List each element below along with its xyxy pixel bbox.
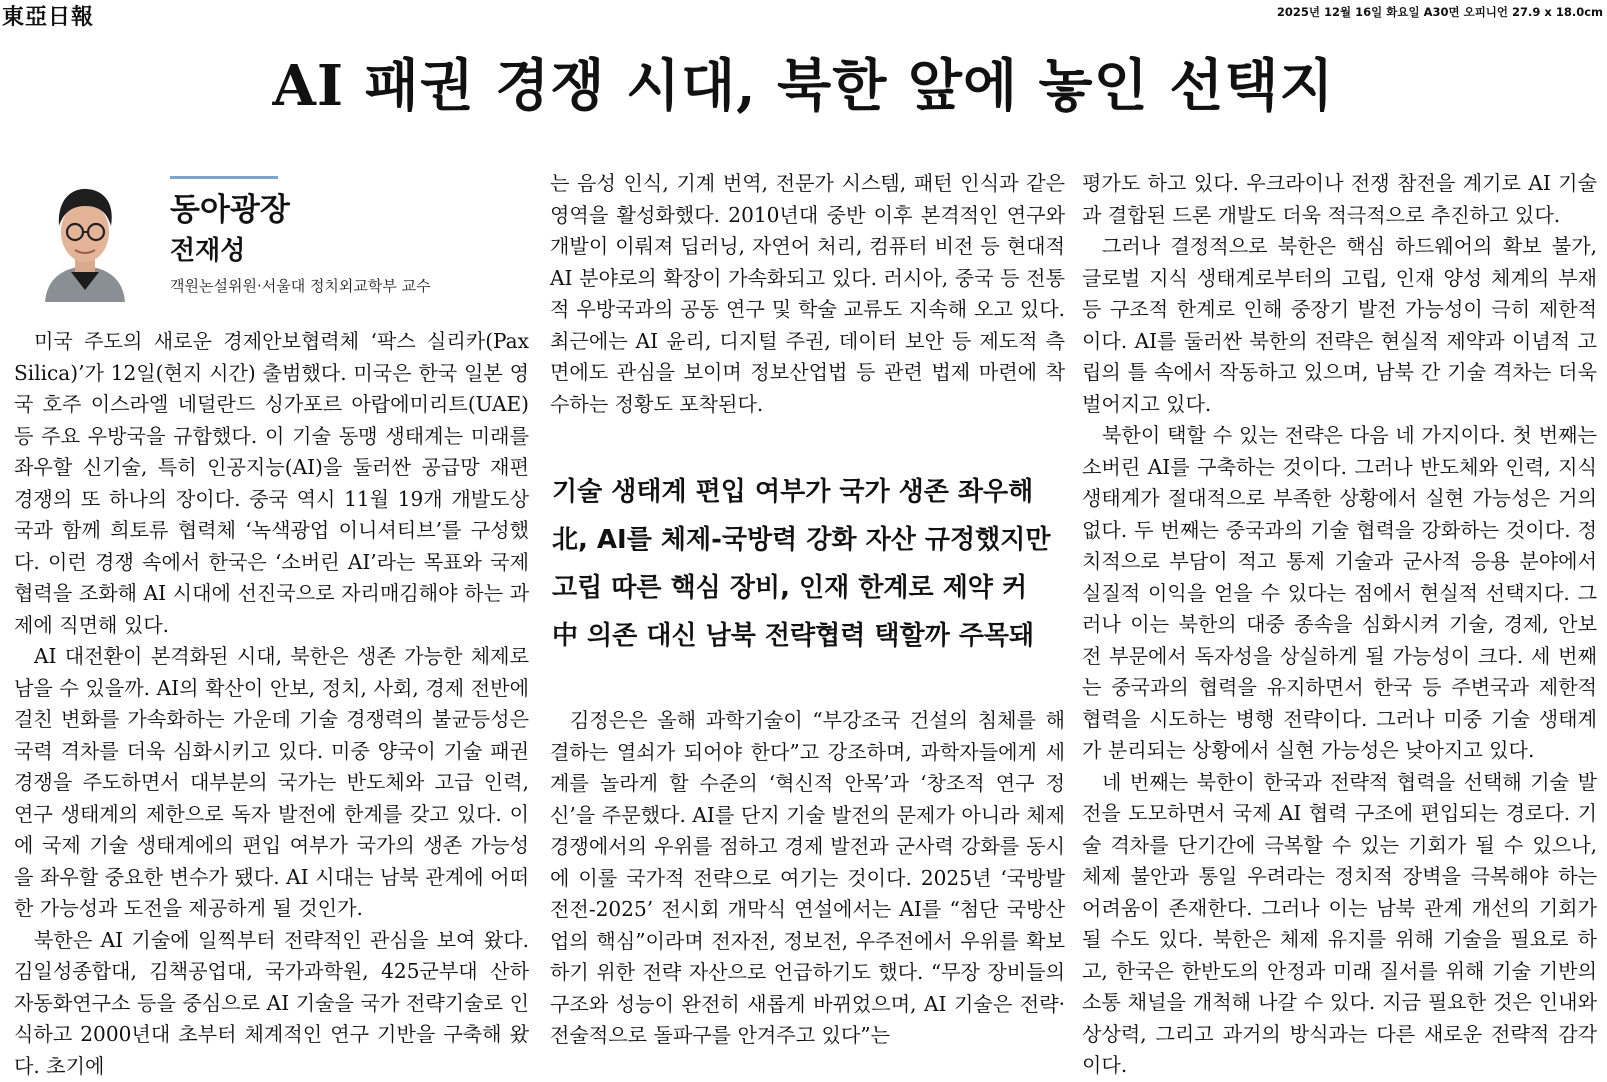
pull-quote-line: 中 의존 대신 남북 전략협력 택할까 주목돼 xyxy=(552,612,1062,660)
body-paragraph: 평가도 하고 있다. 우크라이나 전쟁 참전을 계기로 AI 기술과 결합된 드론 개발도 더욱 적극적으로 추진하고 있다. xyxy=(1082,168,1597,231)
author-affiliation: 객원논설위원·서울대 정치외교학부 교수 xyxy=(170,275,431,296)
article-headline: AI 패권 경쟁 시대, 북한 앞에 놓인 선택지 xyxy=(0,42,1607,122)
body-paragraph: 북한은 AI 기술에 일찍부터 전략적인 관심을 보여 왔다. 김일성종합대, 김책공업대, 국가과학원, 425군부대 산하 자동화연구소 등을 중심으로 AI 기술을 국가 전략기술로 인식하고 2000년대 초부터 체계적인 연구 기반을 구축해 왔다. 초기에 xyxy=(14,925,529,1082)
section-rule xyxy=(170,176,278,179)
article-column-3 xyxy=(1082,168,1597,1082)
pull-quote-line: 기술 생태계 편입 여부가 국가 생존 좌우해 xyxy=(552,468,1062,516)
pull-quote xyxy=(552,468,1062,660)
body-paragraph: 그러나 결정적으로 북한은 핵심 하드웨어의 확보 불가, 글로벌 지식 생태계로부터의 고립, 인재 양성 체계의 부재 등 구조적 한계로 인해 중장기 발전 가능성이 극히 제한적이다. AI를 둘러싼 북한의 전략은 현실적 제약과 이념적 고립의 틀 속에서 작동하고 있으며, 남북 간 기술 격차는 더욱 벌어지고 있다. xyxy=(1082,231,1597,420)
article-column-2-bottom xyxy=(550,705,1065,1052)
author-photo xyxy=(41,174,129,302)
pull-quote-line: 고립 따른 핵심 장비, 인재 한계로 제약 커 xyxy=(552,564,1062,612)
dateline: 2025년 12월 16일 화요일 A30면 오피니언 27.9 x 18.0cm xyxy=(1277,4,1603,20)
body-paragraph: 북한이 택할 수 있는 전략은 다음 네 가지이다. 첫 번째는 소버린 AI를 구축하는 것이다. 그러나 반도체와 인력, 지식 생태계가 절대적으로 부족한 상황에서 실현 가능성은 거의 없다. 두 번째는 중국과의 기술 협력을 강화하는 것이다. 정치적으로 부담이 적고 통제 기술과 군사적 응용 분야에서 실질적 이익을 얻을 수 있다는 점에서 현실적 선택지다. 그러나 이는 북한의 대중 종속을 심화시켜 기술, 경제, 안보 전 부문에서 독자성을 상실하게 될 가능성이 크다. 세 번째는 중국과의 협력을 유지하면서 한국 등 주변국과 제한적 협력을 시도하는 병행 전략이다. 그러나 미중 기술 생태계가 분리되는 상황에서 실현 가능성은 낮아지고 있다. xyxy=(1082,420,1597,767)
body-paragraph: 미국 주도의 새로운 경제안보협력체 ‘팍스 실리카(Pax Silica)’가 12일(현지 시간) 출범했다. 미국은 한국 일본 영국 호주 이스라엘 네덜란드 싱가포르 아랍에미리트(UAE) 등 주요 우방국을 규합했다. 이 기술 동맹 생태계는 미래를 좌우할 신기술, 특히 인공지능(AI)을 둘러싼 공급망 재편 경쟁의 또 하나의 장이다. 중국 역시 11월 19개 개발도상국과 함께 희토류 협력체 ‘녹색광업 이니셔티브’를 구성했다. 이런 경쟁 속에서 한국은 ‘소버린 AI’라는 목표와 국제 협력을 조화해 AI 시대에 선진국으로 자리매김해야 하는 과제에 직면해 있다. xyxy=(14,326,529,641)
author-name: 전재성 xyxy=(170,230,245,267)
article-column-2-top xyxy=(550,168,1065,420)
body-paragraph: 김정은은 올해 과학기술이 “부강조국 건설의 침체를 해결하는 열쇠가 되어야 한다”고 강조하며, 과학자들에게 세계를 놀라게 할 수준의 ‘혁신적 안목’과 ‘창조적 연구 정신’을 주문했다. AI를 단지 기술 발전의 문제가 아니라 체제 경쟁에서의 우위를 점하고 경제 발전과 군사력 강화를 동시에 이룰 국가적 전략으로 여기는 것이다. 2025년 ‘국방발전전-2025’ 전시회 개막식 연설에서는 AI를 “첨단 국방산업의 핵심”이라며 전자전, 정보전, 우주전에서 우위를 확보하기 위한 전략 자산으로 언급하기도 했다. “무장 장비들의 구조와 성능이 완전히 새롭게 바뀌었으며, AI 기술은 전략·전술적으로 돌파구를 안겨주고 있다”는 xyxy=(550,705,1065,1052)
pull-quote-line: 北, AI를 체제-국방력 강화 자산 규정했지만 xyxy=(552,516,1062,564)
body-paragraph: AI 대전환이 본격화된 시대, 북한은 생존 가능한 체제로 남을 수 있을까. AI의 확산이 안보, 정치, 사회, 경제 전반에 걸친 변화를 가속화하는 가운데 기술 경쟁력의 불균등성은 국력 격차를 더욱 심화시키고 있다. 미중 양국이 기술 패권 경쟁을 주도하면서 대부분의 국가는 반도체와 고급 인력, 연구 생태계의 제한으로 독자 발전에 한계를 갖고 있다. 이에 국제 기술 생태계에의 편입 여부가 국가의 생존 가능성을 좌우할 중요한 변수가 됐다. AI 시대는 남북 관계에 어떠한 가능성과 도전을 제공하게 될 것인가. xyxy=(14,641,529,925)
article-column-1 xyxy=(14,326,529,1082)
body-paragraph: 는 음성 인식, 기계 번역, 전문가 시스템, 패턴 인식과 같은 영역을 활성화했다. 2010년대 중반 이후 본격적인 연구와 개발이 이뤄져 딥러닝, 자연어 처리, 컴퓨터 비전 등 현대적 AI 분야로의 확장이 가속화되고 있다. 러시아, 중국 등 전통적 우방국과의 공동 연구 및 학술 교류도 지속해 오고 있다. 최근에는 AI 윤리, 디지털 주권, 데이터 보안 등 제도적 측면에도 관심을 보이며 정보산업법 등 관련 법제 마련에 착수하는 정황도 포착된다. xyxy=(550,168,1065,420)
byline-block xyxy=(14,168,529,308)
newspaper-masthead: 東亞日報 xyxy=(2,0,94,31)
body-paragraph: 네 번째는 북한이 한국과 전략적 협력을 선택해 기술 발전을 도모하면서 국제 AI 협력 구조에 편입되는 경로다. 기술 격차를 단기간에 극복할 수 있는 기회가 될 수 있으나, 체제 불안과 통일 우려라는 정치적 장벽을 극복해야 하는 어려움이 존재한다. 그러나 이는 남북 관계 개선의 기회가 될 수도 있다. 북한은 체제 유지를 위해 기술을 필요로 하고, 한국은 한반도의 안정과 미래 질서를 위해 기술 기반의 소통 채널을 개척해 나갈 수 있다. 지금 필요한 것은 인내와 상상력, 그리고 과거의 방식과는 다른 새로운 전략적 감각이다. xyxy=(1082,767,1597,1082)
column-section-title: 동아광장 xyxy=(170,184,290,229)
